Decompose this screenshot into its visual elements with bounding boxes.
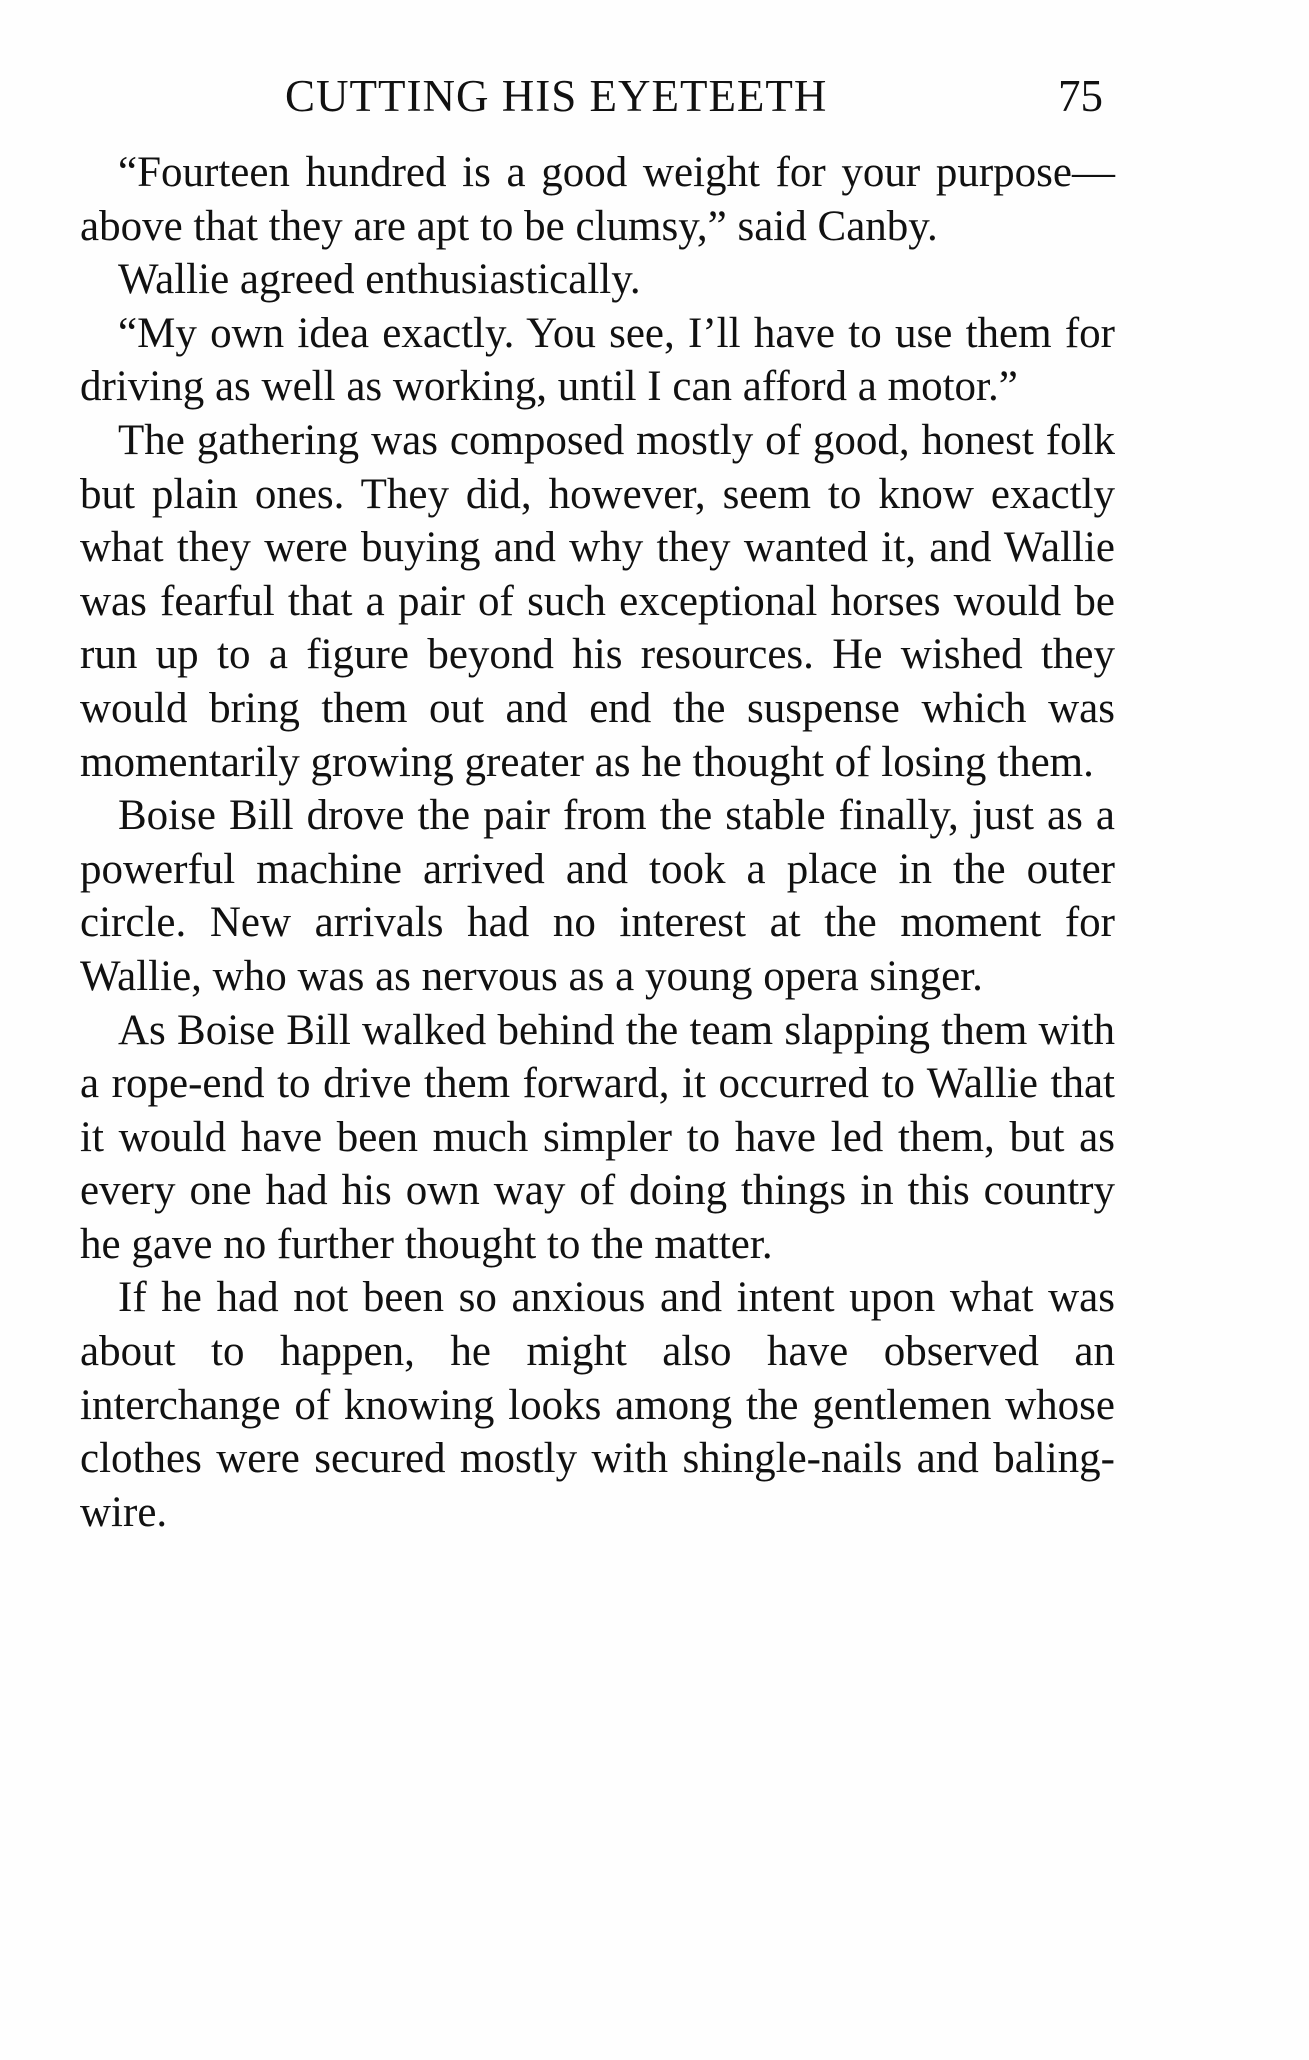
paragraph: Wallie agreed enthusiastically.	[118, 256, 641, 304]
paragraph: As Boise Bill walked behind the team slapping them with a rope-end to drive them forward, it occurred to Wallie that it would have been much simpler to have led them, but as every one had his own way of doing things in this country he gave no further thought to the matter.	[80, 1006, 1115, 1268]
paragraph: If he had not been so anxious and intent upon what was about to happen, he might also have observed an interchange of knowing looks among the gentlemen whose clothes were secured mostly with shingle-nails and baling-wire.	[80, 1274, 1115, 1536]
paragraph: “My own idea exactly. You see, I’ll have to use them for driving as well as working, until I can afford a motor.”	[80, 309, 1115, 411]
paragraph: “Fourteen hundred is a good weight for your purpose—above that they are apt to be clumsy,” said Canby.	[80, 149, 1115, 250]
paragraph: The gathering was composed mostly of good, honest folk but plain ones. They did, however, seem to know exactly what they were buying and why they wanted it, and Wallie was fearful that a pair of such exceptional horses would be run up to a figure beyond his resources. He wished they would bring them out and end the suspense which was momentarily growing greater as he thought of losing them.	[80, 416, 1115, 786]
running-title: CUTTING HIS EYETEETH	[285, 71, 828, 121]
body-text	[80, 146, 1115, 1539]
running-head	[80, 70, 1115, 130]
paragraph: Boise Bill drove the pair from the stable finally, just as a powerful machine arrived and took a place in the outer circle. New arrivals had no interest at the moment for Wallie, who was as nervous as a young opera singer.	[80, 792, 1115, 1000]
page-number: 75	[1058, 71, 1103, 121]
